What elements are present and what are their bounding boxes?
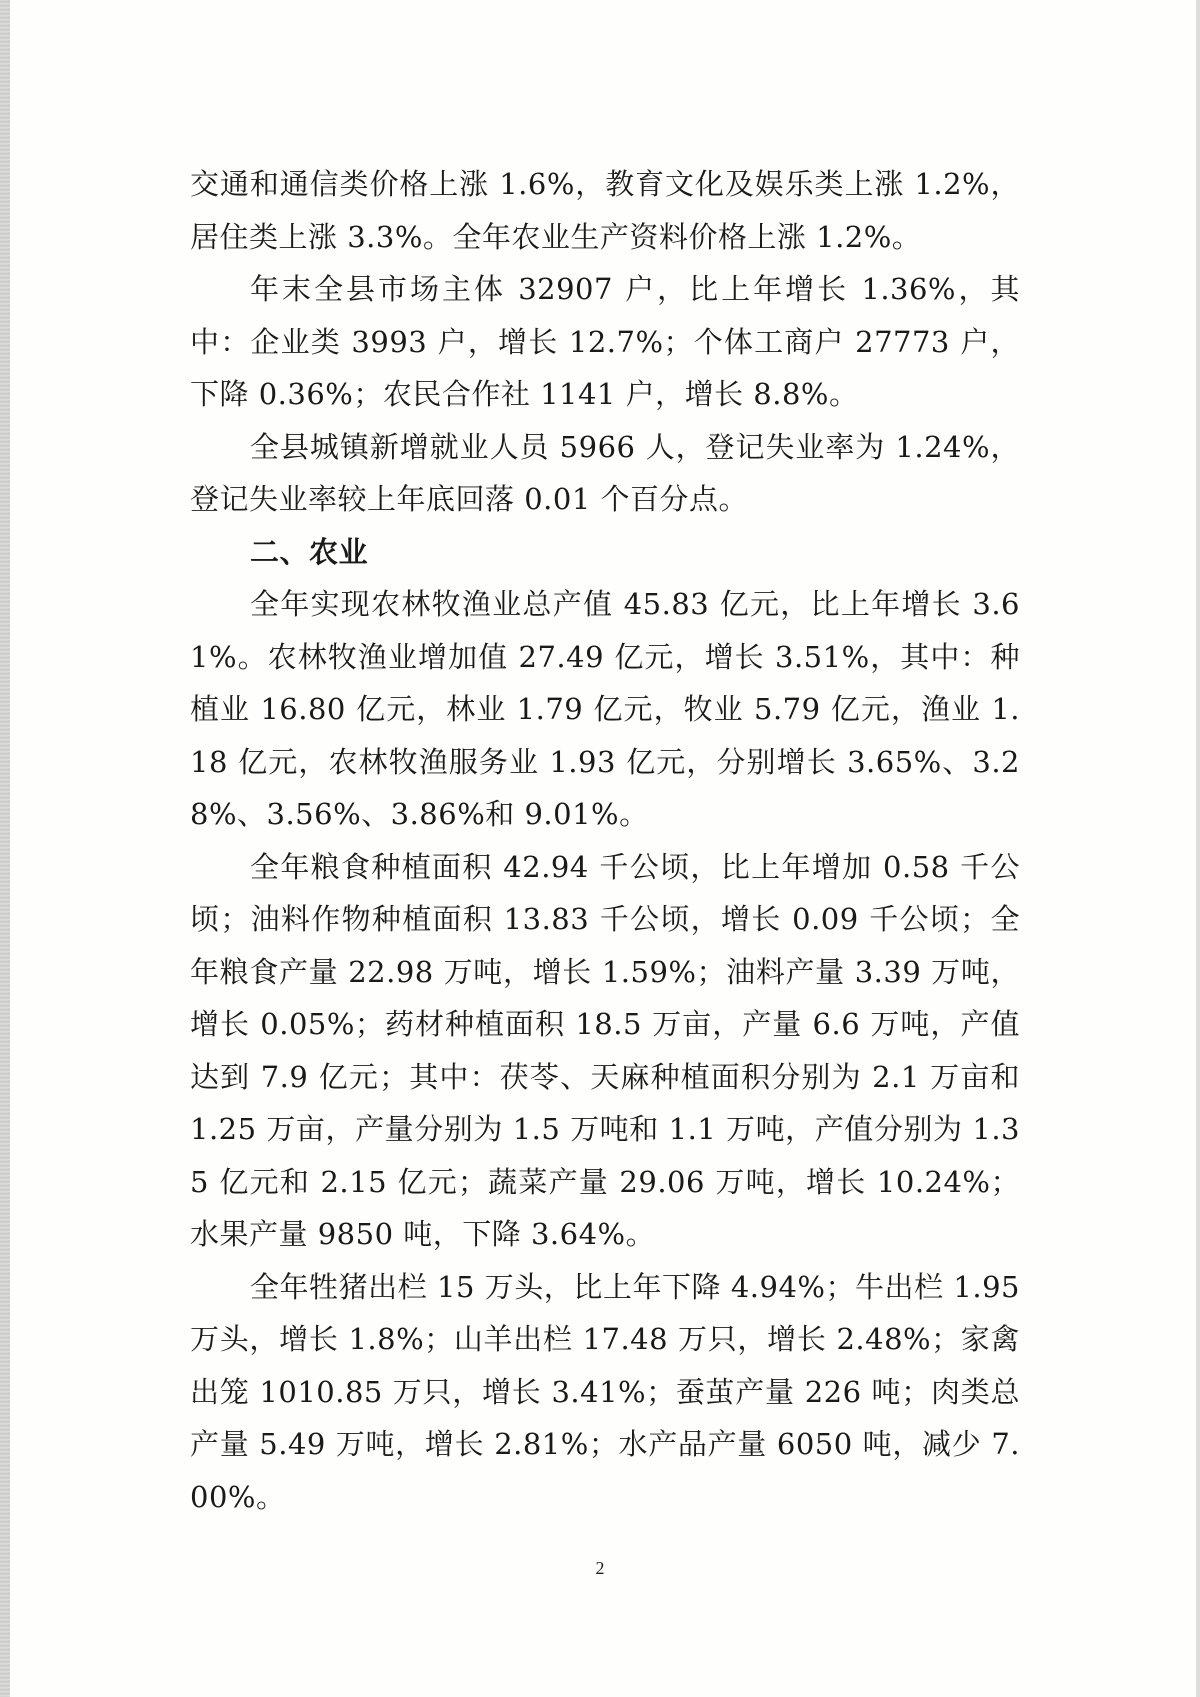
section-heading-agriculture: 二、农业 — [250, 534, 369, 569]
page-number: 2 — [595, 1558, 605, 1578]
paragraph-agriculture-output: 全年实现农林牧渔业总产值 45.83 亿元，比上年增长 3.61%。农林牧渔业增加值 27.49 亿元，增长 3.51%，其中：种植业 16.80 亿元，林业 1.79 亿元，牧业 5.79 亿元，渔业 1.18 亿元，农林牧渔服务业 1.93 亿元，分别增长 3.65%、3.28%、3.56%、3.86%和 9.01%。 — [190, 587, 1020, 831]
paragraph-market-entities: 年末全县市场主体 32907 户，比上年增长 1.36%，其中：企业类 3993 户，增长 12.7%；个体工商户 27773 户，下降 0.36%；农民合作社 1141 户，增长 8.8%。 — [190, 272, 1020, 411]
paragraph-crop-production: 全年粮食种植面积 42.94 千公顷，比上年增加 0.58 千公顷；油料作物种植面积 13.83 千公顷，增长 0.09 千公顷；全年粮食产量 22.98 万吨，增长 1.59%；油料产量 3.39 万吨，增长 0.05%；药材种植面积 18.5 万亩，产量 6.6 万吨，产值达到 7.9 亿元；其中：茯苓、天麻种植面积分别为 2.1 万亩和 1.25 万亩，产量分别为 1.5 万吨和 1.1 万吨，产值分别为 1.35 亿元和 2.15 亿元；蔬菜产量 29.06 万吨，增长 10.24%；水果产量 9850 吨，下降 3.64%。 — [190, 849, 1020, 1251]
paragraph-price-continuation: 交通和通信类价格上涨 1.6%，教育文化及娱乐类上涨 1.2%，居住类上涨 3.3%。全年农业生产资料价格上涨 1.2%。 — [190, 167, 1020, 254]
scan-edge-left — [0, 0, 10, 1697]
paragraph-livestock: 全年牲猪出栏 15 万头，比上年下降 4.94%；牛出栏 1.95 万头，增长 1.8%；山羊出栏 17.48 万只，增长 2.48%；家禽出笼 1010.85 万只，增长 3.41%；蚕茧产量 226 吨；肉类总产量 5.49 万吨，增长 2.81%；水产品产量 6050 吨，减少 7.00%。 — [190, 1269, 1020, 1514]
scan-edge-right — [1196, 0, 1200, 1697]
paragraph-employment: 全县城镇新增就业人员 5966 人，登记失业率为 1.24%，登记失业率较上年底回落 0.01 个百分点。 — [190, 429, 1020, 516]
document-body — [190, 158, 1020, 1523]
